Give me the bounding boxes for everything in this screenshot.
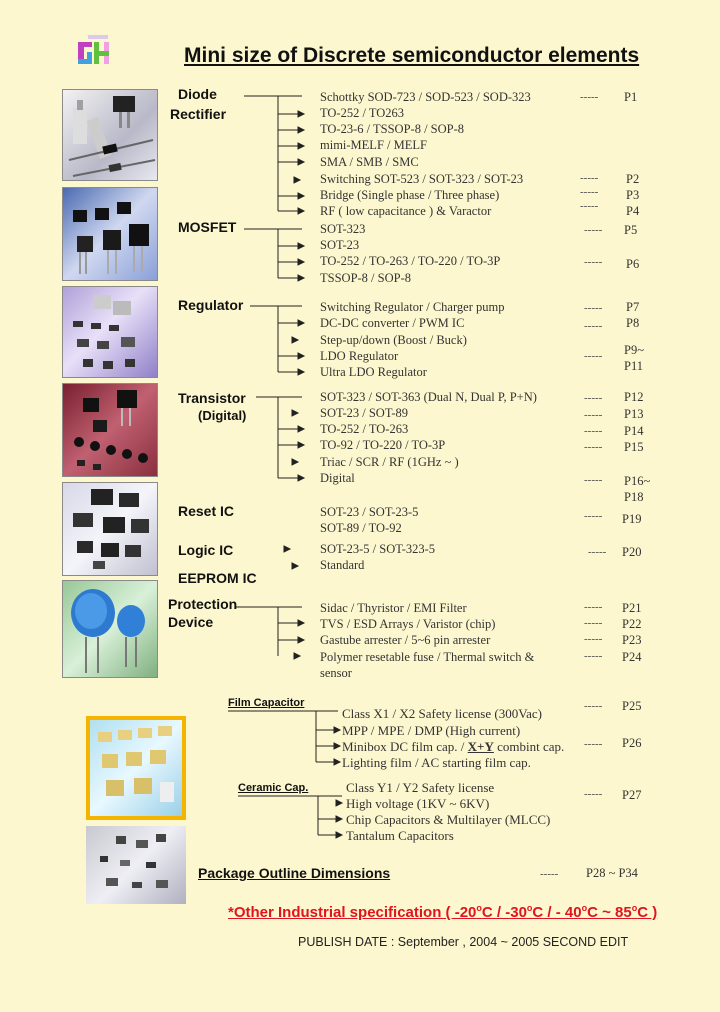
page-dash: ----- [584,302,603,314]
mosfet-item: TO-252 / TO-263 / TO-220 / TO-3P [320,254,501,268]
digital-label: (Digital) [198,408,247,423]
eeprom-ic-label: EEPROM IC [178,570,257,586]
page-dash: ----- [584,738,603,750]
page-dash: ----- [584,700,603,712]
page-dash: ----- [584,788,603,800]
mosfet-label: MOSFET [178,219,237,235]
page-ref: P27 [622,788,642,802]
page-dash: ----- [584,392,603,404]
protection-label: Protection [168,596,238,612]
page-ref: P5 [624,223,638,237]
film-capacitor-item-text: combint cap. [497,739,565,754]
page-dash: ----- [584,409,603,421]
page-ref: P20 [622,545,642,559]
page-dash: ----- [584,510,603,522]
film-capacitor-item [342,739,564,755]
diode-label: Diode [178,86,217,102]
page-ref: P7 [626,300,640,314]
mosfet-item: SOT-23 [320,238,360,252]
page-dash: ----- [584,224,603,236]
page-dash: ----- [584,320,603,332]
logic-ic-item: SOT-23-5 / SOT-323-5 [320,542,436,556]
page-dash: ----- [584,256,603,268]
degree-sign: o [476,903,482,913]
page-ref: P13 [624,407,644,421]
transistor-item: Triac / SCR / RF (1GHz ~ ) [320,455,459,469]
degree-sign: o [631,903,638,913]
page-dash: ----- [584,650,603,662]
page-ref: P14 [624,424,644,438]
reset-ic-item: SOT-23 / SOT-23-5 [320,505,419,519]
transistor-item: TO-92 / TO-220 / TO-3P [320,438,446,452]
publish-date: PUBLISH DATE : September , 2004 ~ 2005 SECOND EDIT [298,935,629,949]
ceramic-cap-item: Tantalum Capacitors [346,828,454,843]
diode-item: Bridge (Single phase / Three phase) [320,188,500,202]
mosfet-item: TSSOP-8 / SOP-8 [320,271,411,285]
transistor-item: SOT-323 / SOT-363 (Dual N, Dual P, P+N) [320,390,537,404]
diode-item: RF ( low capacitance ) & Varactor [320,204,492,218]
page-ref: P21 [622,601,642,615]
page-dash: ----- [584,474,603,486]
ceramic-cap-label: Ceramic Cap. [238,782,309,794]
page-ref: P12 [624,390,644,404]
regulator-item: Ultra LDO Regulator [320,365,427,379]
diode-item: TO-252 / TO263 [320,106,405,120]
page-ref: P11 [624,359,643,373]
diode-item: Schottky SOD-723 / SOD-523 / SOD-323 [320,90,531,104]
protection-item: sensor [320,666,352,680]
page-ref: P22 [622,617,642,631]
film-capacitor-item: MPP / MPE / DMP (High current) [342,723,521,738]
regulator-item: Switching Regulator / Charger pump [320,300,505,314]
regulator-item: Step-up/down (Boost / Buck) [320,333,467,347]
regulator-label: Regulator [178,297,244,313]
package-pages: P28 ~ P34 [586,866,638,880]
degree-sign: o [526,903,533,913]
protection-item: Sidac / Thyristor / EMI Filter [320,601,467,615]
page-dash: ----- [584,350,603,362]
protection-item: Gastube arrester / 5~6 pin arrester [320,633,491,647]
spec-text: C ~ 85 [587,904,632,921]
degree-sign: o [581,903,588,913]
regulator-item: LDO Regulator [320,349,399,363]
page-ref: P19 [622,512,642,526]
page-dash: ----- [588,546,607,558]
ceramic-cap-item: High voltage (1KV ~ 6KV) [346,796,490,811]
page-ref: P15 [624,440,644,454]
page-ref: P2 [626,172,640,186]
page-ref: P9~ [624,343,644,357]
ceramic-cap-item: Class Y1 / Y2 Safety license [346,780,495,795]
page-dash: ----- [584,425,603,437]
diode-item: Switching SOT-523 / SOT-323 / SOT-23 [320,172,524,186]
page-dash: ----- [540,868,559,880]
reset-ic-label: Reset IC [178,503,235,519]
film-capacitor-item-emphasis: X+Y [467,739,494,754]
film-capacitor-label: Film Capacitor [228,697,305,709]
industrial-spec-note [228,903,657,921]
page-title: Mini size of Discrete semiconductor elements [184,44,640,67]
page-ref: P16~ [624,474,651,488]
transistor-item: SOT-23 / SOT-89 [320,406,408,420]
transistor-item: Digital [320,471,355,485]
diode-item: mimi-MELF / MELF [320,138,427,152]
page-dash: ----- [584,601,603,613]
reset-ic-item: SOT-89 / TO-92 [320,521,402,535]
page-ref: P6 [626,257,640,271]
page-ref: P24 [622,650,642,664]
page-ref: P26 [622,736,642,750]
rectifier-label: Rectifier [170,106,227,122]
page-dash: ----- [584,617,603,629]
protection-item: TVS / ESD Arrays / Varistor (chip) [320,617,496,631]
page-ref: P1 [624,90,638,104]
page-dash: ----- [580,200,599,212]
film-capacitor-item-text: Minibox DC film cap. / [342,739,465,754]
diode-item: SMA / SMB / SMC [320,155,419,169]
mosfet-item: SOT-323 [320,222,366,236]
spec-text: C / - 40 [532,904,582,921]
page-dash: ----- [580,186,599,198]
transistor-item: TO-252 / TO-263 [320,422,409,436]
protection-item: Polymer resetable fuse / Thermal switch & [320,650,535,664]
page-dash: ----- [580,91,599,103]
page-ref: P18 [624,490,644,504]
page-ref: P4 [626,204,640,218]
page-dash: ----- [584,633,603,645]
film-capacitor-item: Class X1 / X2 Safety license (300Vac) [342,706,543,721]
page-ref: P8 [626,316,640,330]
page-dash: ----- [584,441,603,453]
spec-text: C / -30 [481,904,527,921]
spec-text: *Other Industrial specification ( -20 [228,904,477,921]
spec-text: C ) [637,904,658,921]
regulator-item: DC-DC converter / PWM IC [320,316,465,330]
film-capacitor-item: Lighting film / AC starting film cap. [342,755,531,770]
logic-ic-label: Logic IC [178,542,234,558]
diode-item: TO-23-6 / TSSOP-8 / SOP-8 [320,122,465,136]
page-ref: P23 [622,633,642,647]
eeprom-ic-item: Standard [320,558,365,572]
page-ref: P25 [622,699,642,713]
page-dash: ----- [580,172,599,184]
package-outline-label: Package Outline Dimensions [198,865,391,881]
page-ref: P3 [626,188,640,202]
transistor-label: Transistor [178,390,246,406]
ceramic-cap-item: Chip Capacitors & Multilayer (MLCC) [346,812,551,827]
device-label: Device [168,614,214,630]
